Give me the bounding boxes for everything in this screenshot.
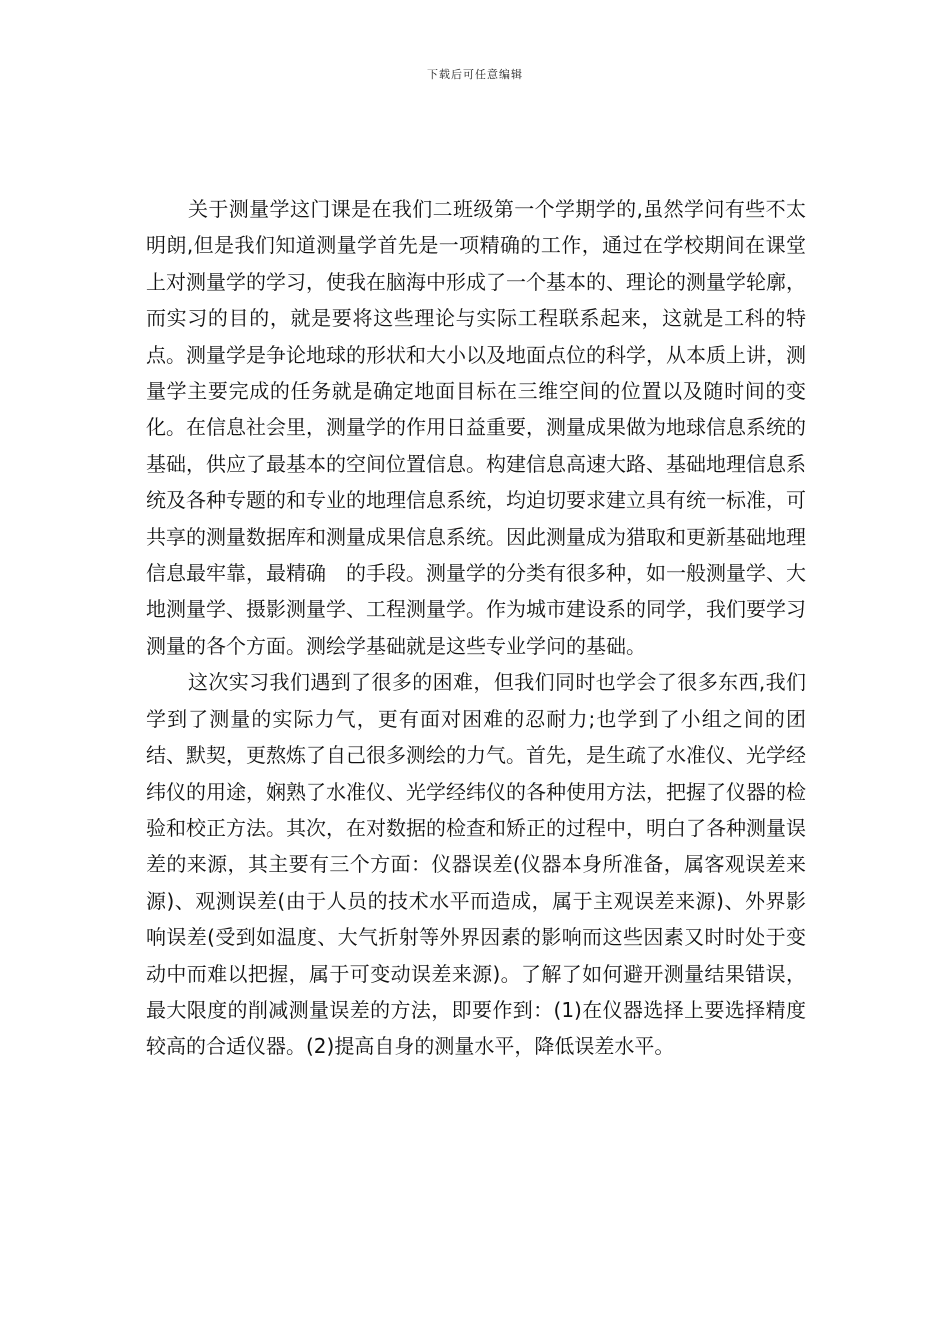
paragraph-2: 这次实习我们遇到了很多的困难，但我们同时也学会了很多东西,我们学到了测量的实际力气，更有面对困难的忍耐力;也学到了小组之间的团结、默契，更熬炼了自己很多测绘的力气。首先，是生疏了水准仪、光学经纬仪的用途，娴熟了水准仪、光学经纬仪的各种使用方法，把握了仪器的检验和校正方法。其次，在对数据的检查和矫正的过程中，明白了各种测量误差的来源，其主要有三个方面：仪器误差(仪器本身所准备，属客观误差来源)、观测误差(由于人员的技术水平而造成，属于主观误差来源)、外界影响误差(受到如温度、大气折射等外界因素的影响而这些因素又时时处于变动中而难以把握，属于可变动误差来源)。了解了如何避开测量结果错误，最大限度的削减测量误差的方法，即要作到：(1)在仪器选择上要选择精度较高的合适仪器。(2)提高自身的测量水平，降低误差水平。	[146, 670, 806, 1059]
page-header: 下载后可任意编辑	[427, 68, 523, 81]
paragraph-1: 关于测量学这门课是在我们二班级第一个学期学的,虽然学问有些不太明朗,但是我们知道测量学首先是一项精确的工作，通过在学校期间在课堂上对测量学的学习，使我在脑海中形成了一个基本的、理论的测量学轮廓，而实习的目的，就是要将这些理论与实际工程联系起来，这就是工科的特点。测量学是争论地球的形状和大小以及地面点位的科学，从本质上讲，测量学主要完成的任务就是确定地面目标在三维空间的位置以及随时间的变化。在信息社会里，测量学的作用日益重要，测量成果做为地球信息系统的基础，供应了最基本的空间位置信息。构建信息高速大路、基础地理信息系统及各种专题的和专业的地理信息系统，均迫切要求建立具有统一标准，可共享的测量数据库和测量成果信息系统。因此测量成为猎取和更新基础地理信息最牢靠，最精确 的手段。测量学的分类有很多种，如一般测量学、大地测量学、摄影测量学、工程测量学。作为城市建设系的同学，我们要学习测量的各个方面。测绘学基础就是这些专业学问的基础。	[146, 197, 806, 658]
document-body	[146, 191, 806, 1065]
